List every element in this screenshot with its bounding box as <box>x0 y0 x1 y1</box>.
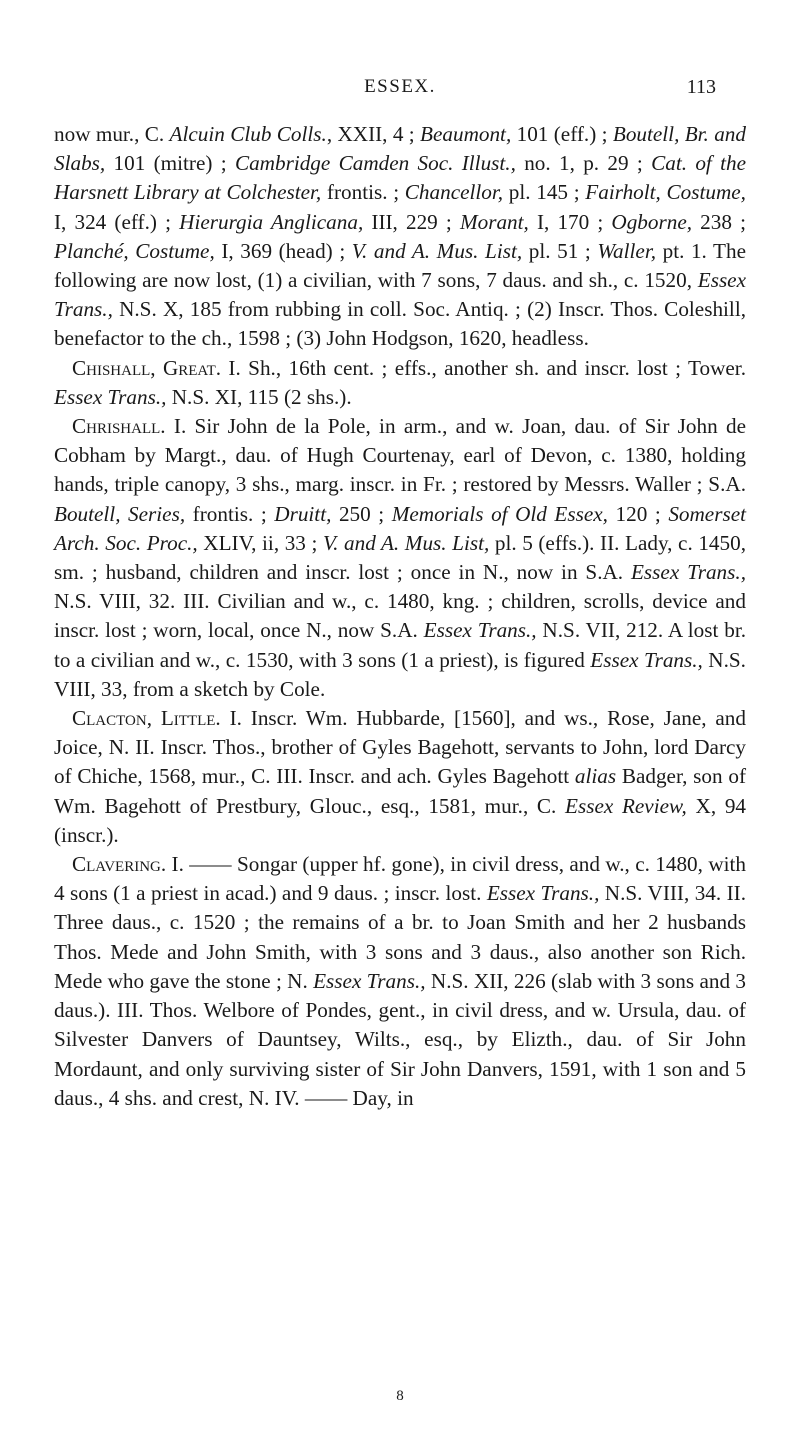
entry-clacton-little: Clacton, Little. I. Inscr. Wm. Hubbarde, [1560], and ws., Rose, Jane, and Joice, N. II. Inscr. Thos., brother of Gyles Bagehott, servants to John, lord Darcy of Chiche, 1568, mur., C. III. Inscr. and ach. Gyles Bagehott alias Badger, son of Wm. Bagehott of Prestbury, Glouc., esq., 1581, mur., C. Essex Review, X, 94 (inscr.). <box>54 706 747 847</box>
entry-chrishall: Chrishall. I. Sir John de la Pole, in arm., and w. Joan, dau. of Sir John de Cobham by Margt., dau. of Hugh Courtenay, earl of Devon, c. 1380, holding hands, triple canopy, 3 shs., marg. inscr. in Fr. ; restored by Messrs. Waller ; S.A. Boutell, Series, frontis. ; Druitt, 250 ; Memorials of Old Essex, 120 ; Somerset Arch. Soc. Proc., XLIV, ii, 33 ; V. and A. Mus. List, pl. 5 (effs.). II. Lady, c. 1450, sm. ; husband, children and inscr. lost ; once in N., now in S.A. Essex Trans., N.S. VIII, 32. III. Civilian and w., c. 1480, kng. ; children, scrolls, device and inscr. lost ; worn, local, once N., now S.A. Essex Trans., N.S. VII, 212. A lost br. to a civilian and w., c. 1530, with 3 sons (1 a priest), is figured Essex Trans., N.S. VIII, 33, from a sketch by Cole. <box>54 414 747 701</box>
running-head-title: ESSEX. <box>364 76 436 97</box>
page-number: 113 <box>686 76 716 98</box>
entry-chishall-great: Chishall, Great. I. Sh., 16th cent. ; effs., another sh. and inscr. lost ; Tower. Essex Trans., N.S. XI, 115 (2 shs.). <box>54 355 746 409</box>
entry-heading: Clavering. <box>72 852 167 877</box>
running-head <box>0 76 800 100</box>
entry-heading: Chrishall. <box>72 414 166 439</box>
entry-heading: Chishall, Great. <box>72 355 222 380</box>
entry-heading: Clacton, Little. <box>72 706 221 731</box>
signature-mark: 8 <box>396 1388 404 1404</box>
page-body <box>54 120 746 1113</box>
entry-clavering: Clavering. I. —— Songar (upper hf. gone), in civil dress, and w., c. 1480, with 4 sons (1 a priest in acad.) and 9 daus. ; inscr. lost. Essex Trans., N.S. VIII, 34. II. Three daus., c. 1520 ; the remains of a br. to Joan Smith and her 2 husbands Thos. Mede and John Smith, with 3 sons and 3 daus., also another son Rich. Mede who gave the stone ; N. Essex Trans., N.S. XII, 226 (slab with 3 sons and 3 daus.). III. Thos. Welbore of Pondes, gent., in civil dress, and w. Ursula, dau. of Silvester Danvers of Dauntsey, Wilts., esq., by Elizth., dau. of Sir John Mordaunt, and only surviving sister of Sir John Danvers, 1591, with 1 son and 5 daus., 4 shs. and crest, N. IV. —— Day, in <box>54 852 746 1110</box>
paragraph-continuation: now mur., C. Alcuin Club Colls., XXII, 4 ; Beaumont, 101 (eff.) ; Boutell, Br. and Slabs, 101 (mitre) ; Cambridge Camden Soc. Illust., no. 1, p. 29 ; Cat. of the Harsnett Library at Colchester, frontis. ; Chancellor, pl. 145 ; Fairholt, Costume, I, 324 (eff.) ; Hierurgia Anglicana, III, 229 ; Morant, I, 170 ; Ogborne, 238 ; Planché, Costume, I, 369 (head) ; V. and A. Mus. List, pl. 51 ; Waller, pt. 1. The following are now lost, (1) a civilian, with 7 sons, 7 daus. and sh., c. 1520, Essex Trans., N.S. X, 185 from rubbing in coll. Soc. Antiq. ; (2) Inscr. Thos. Coleshill, benefactor to the ch., 1598 ; (3) John Hodgson, 1620, headless. <box>54 122 746 351</box>
